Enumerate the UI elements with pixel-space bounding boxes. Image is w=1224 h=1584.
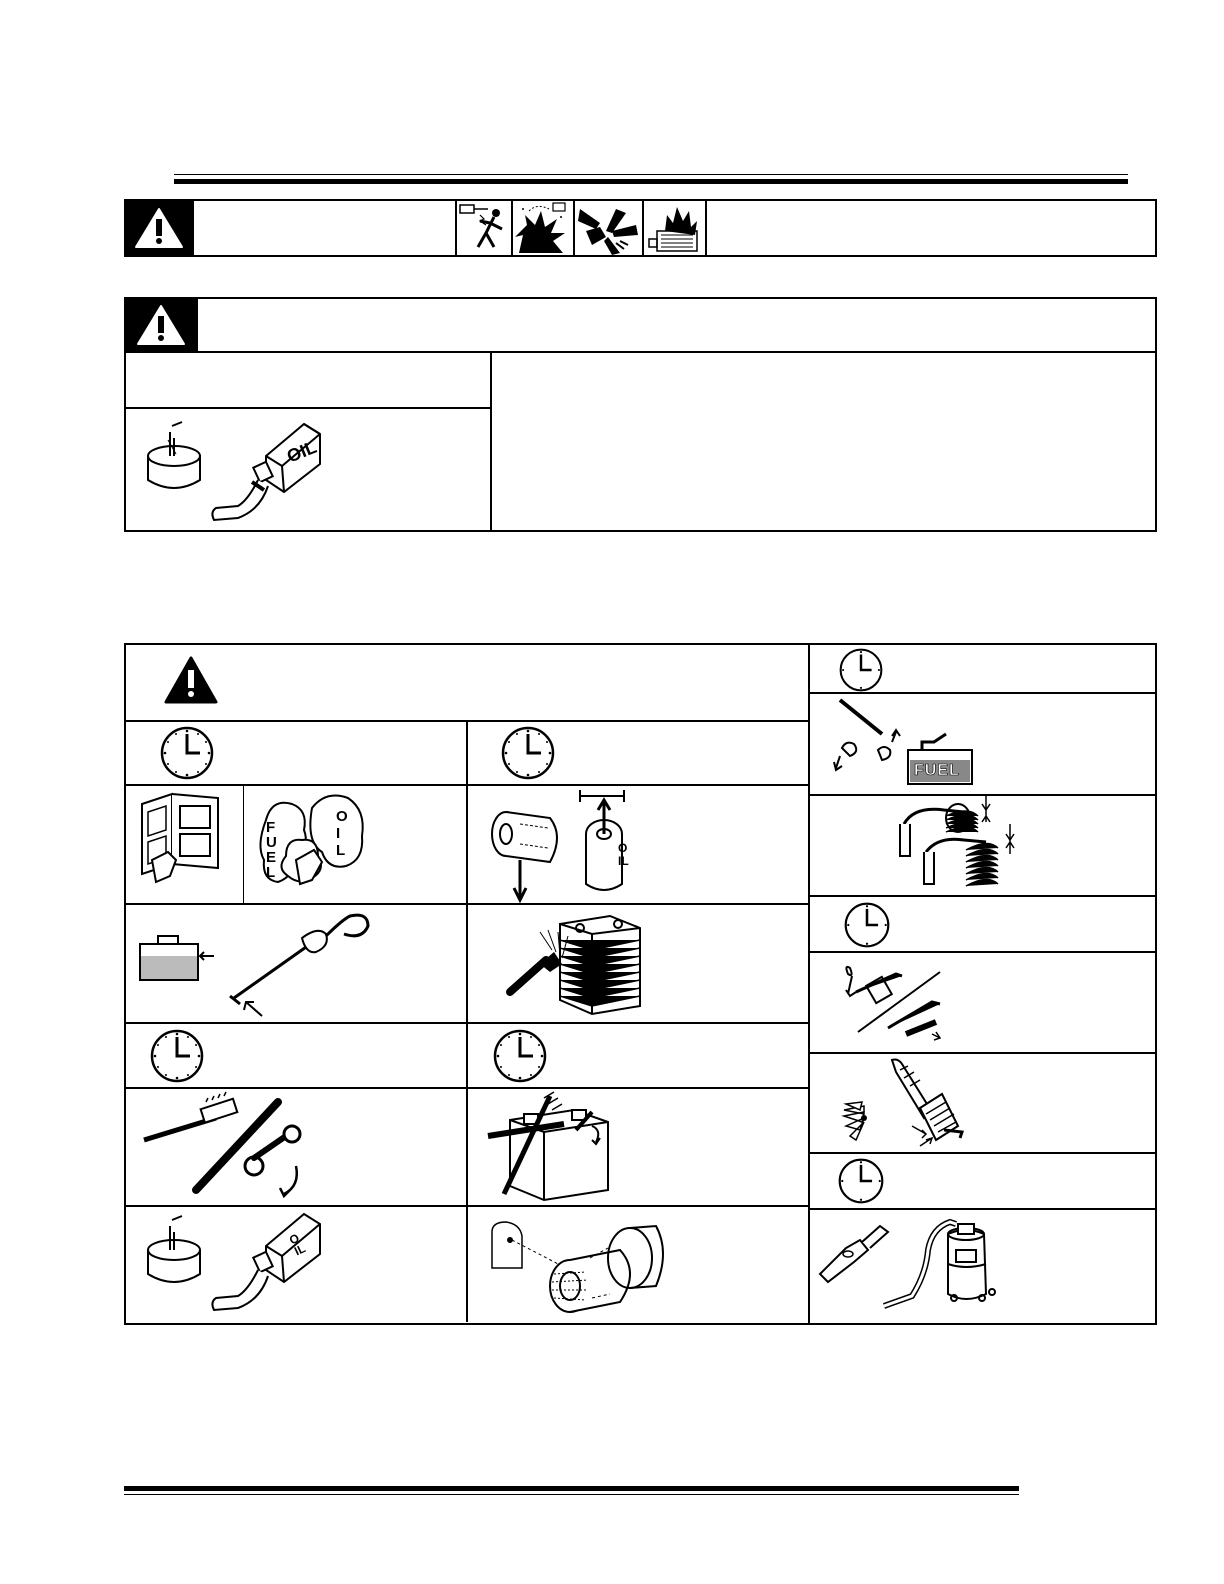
top-rule-thick: [174, 179, 1128, 184]
oil-filter-label: OIL: [618, 841, 629, 868]
warning-triangle-icon: [134, 207, 184, 249]
chart-right-column-rule: [808, 643, 810, 1325]
wire-harness-inspect-icon: [836, 962, 946, 1046]
chart-rule-1: [124, 784, 810, 786]
electric-shock-icon: [458, 201, 510, 255]
banner-1-divider-a: [455, 199, 457, 257]
oil-can-icon: [208, 1210, 328, 1320]
owners-manual-icon: [138, 790, 222, 886]
blow-out-vacuum-icon: [816, 1214, 1016, 1318]
top-rule-thin: [174, 174, 1128, 175]
banner-2-column-rule: [490, 351, 492, 532]
right-rule-7: [808, 1208, 1157, 1210]
spark-plug-gap-icon: [836, 1056, 976, 1150]
right-rule-1: [808, 692, 1157, 694]
fuel-vertical-label: FUEL: [266, 819, 277, 881]
oil-filter-change-icon: [484, 788, 664, 900]
banner-1-divider-e: [705, 199, 707, 257]
chart-rule-3: [124, 1022, 810, 1024]
oil-level-tank-icon: [138, 932, 218, 984]
banner-2-left-rule: [124, 407, 491, 409]
chart-rule-2: [124, 903, 810, 905]
bottom-rule-thin: [124, 1494, 1019, 1495]
hot-engine-fire-icon: [645, 201, 703, 255]
banner-1-divider-d: [642, 199, 644, 257]
chart-book-divider: [243, 785, 244, 903]
oil-vertical-label: OIL: [336, 808, 348, 859]
clean-terminals-icon: [140, 1094, 310, 1202]
chart-rule-4: [124, 1087, 810, 1089]
chart-rule-5: [124, 1205, 810, 1207]
warning-triangle-icon: [164, 656, 218, 704]
banner-2-header-rule: [124, 351, 1157, 353]
fan-blade-hand-icon: [576, 201, 642, 255]
oil-drain-cup-icon: [140, 420, 210, 500]
warning-triangle-icon: [136, 304, 186, 346]
oil-can-label: OIL: [287, 1230, 308, 1259]
clock-icon: [844, 902, 890, 948]
clock-icon: [838, 1158, 884, 1204]
right-rule-4: [808, 951, 1157, 953]
battery-clean-icon: [484, 1090, 644, 1202]
bottom-rule-thick: [124, 1486, 1019, 1491]
oil-can-label: OIL: [284, 436, 320, 467]
clock-icon: [150, 1029, 204, 1083]
banner-1-divider-c: [573, 199, 575, 257]
clock-icon: [160, 726, 214, 780]
chart-middle-column-rule: [466, 720, 468, 1322]
clock-icon: [501, 726, 555, 780]
air-filter-inspect-icon: [490, 1222, 670, 1316]
right-rule-6: [808, 1152, 1157, 1154]
clean-cylinder-fins-icon: [500, 910, 660, 1020]
clock-icon: [493, 1029, 547, 1083]
right-rule-5: [808, 1052, 1157, 1054]
right-rule-3: [808, 895, 1157, 897]
clock-icon: [839, 648, 883, 692]
valve-clearance-icon: [894, 796, 1024, 894]
fuel-tank-label: FUEL: [914, 762, 960, 779]
dipstick-icon: [226, 910, 376, 1020]
explosion-spark-icon: [513, 201, 573, 255]
oil-drain-cup-icon: [140, 1214, 210, 1294]
